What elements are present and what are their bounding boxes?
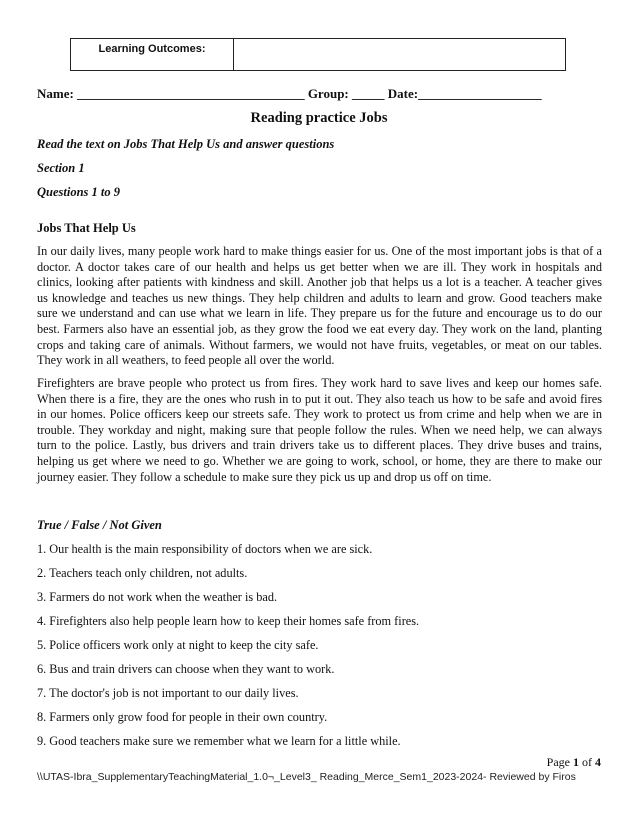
question-item: 7. The doctor's job is not important to our daily lives. [37,686,299,700]
question-item: 5. Police officers work only at night to keep the city safe. [37,638,319,652]
passage-paragraph-1 [37,244,602,369]
question-item: 1. Our health is the main responsibility of doctors when we are sick. [37,542,373,556]
section-label: Section 1 [37,161,85,175]
learning-outcomes-value [234,39,565,70]
question-item: 3. Farmers do not work when the weather is bad. [37,590,278,604]
learning-outcomes-table [70,38,566,71]
page-prefix: Page [546,755,573,769]
page-current: 1 [573,755,579,769]
page-sep: of [579,755,595,769]
footer-path: \\UTAS-Ibra_SupplementaryTeachingMaterial_1.0¬_Level3_ Reading_Merce_Sem1_2023-2024- Reviewed by Firos [37,771,576,783]
passage-paragraph-2 [37,376,602,485]
tfng-heading: True / False / Not Given [37,518,162,532]
instructions-intro: Read the text on Jobs That Help Us and answer questions [37,137,335,151]
page-number [547,755,601,770]
paragraph-text: Firefighters are brave people who protect us from fires. They work hard to save lives and keep our homes safe. When there is a fire, they are the ones who rush in to put it out. They also teach us how to be safe and avoid fires in our homes. Police officers keep our streets safe. They work to protect us from crime and help when we are in trouble. They workday and night, making sure that people follow the rules. When we need help, we can always turn to the police. Lastly, bus drivers and train drivers take us to different places. They drive buses and trains, helping us get where we need to go. Whether we are going to work, school, or home, they are there to make our journey easier. They follow a schedule to make sure they pick us up and drop us off on time. [37,376,602,484]
question-item: 8. Farmers only grow food for people in their own country. [37,710,328,724]
question-item: 4. Firefighters also help people learn how to keep their homes safe from fires. [37,614,420,628]
name-group-date-line: Name: ___________________________________ Group: _____ Date:___________________ [37,86,542,101]
question-item: 9. Good teachers make sure we remember what we learn for a little while. [37,734,401,748]
passage-heading: Jobs That Help Us [37,221,136,235]
page-title: Reading practice Jobs [250,110,388,126]
page-total: 4 [595,755,601,769]
learning-outcomes-label: Learning Outcomes: [71,39,234,70]
questions-range: Questions 1 to 9 [37,185,121,199]
paragraph-text: In our daily lives, many people work hard to make things easier for us. One of the most important jobs is that of a doctor. A doctor takes care of our health and helps us get better when we are ill. They work in hospitals and clinics, looking after patients with kindness and skill. Another job that helps us a lot is a teacher. A teacher gives us knowledge and teaches us new things. They help children and adults to learn and grow. Good teachers make sure we understand and can use what we learn in life. They prepare us for the future and encourage us to do our best. Farmers also have an essential job, as they grow the food we eat every day. They work on the land, planting crops and taking care of animals. Without farmers, we would not have fruits, vegetables, or meat on our tables. They work in all weathers, to feed people all over the world. [37,244,602,368]
question-item: 6. Bus and train drivers can choose when they want to work. [37,662,335,676]
question-item: 2. Teachers teach only children, not adults. [37,566,248,580]
